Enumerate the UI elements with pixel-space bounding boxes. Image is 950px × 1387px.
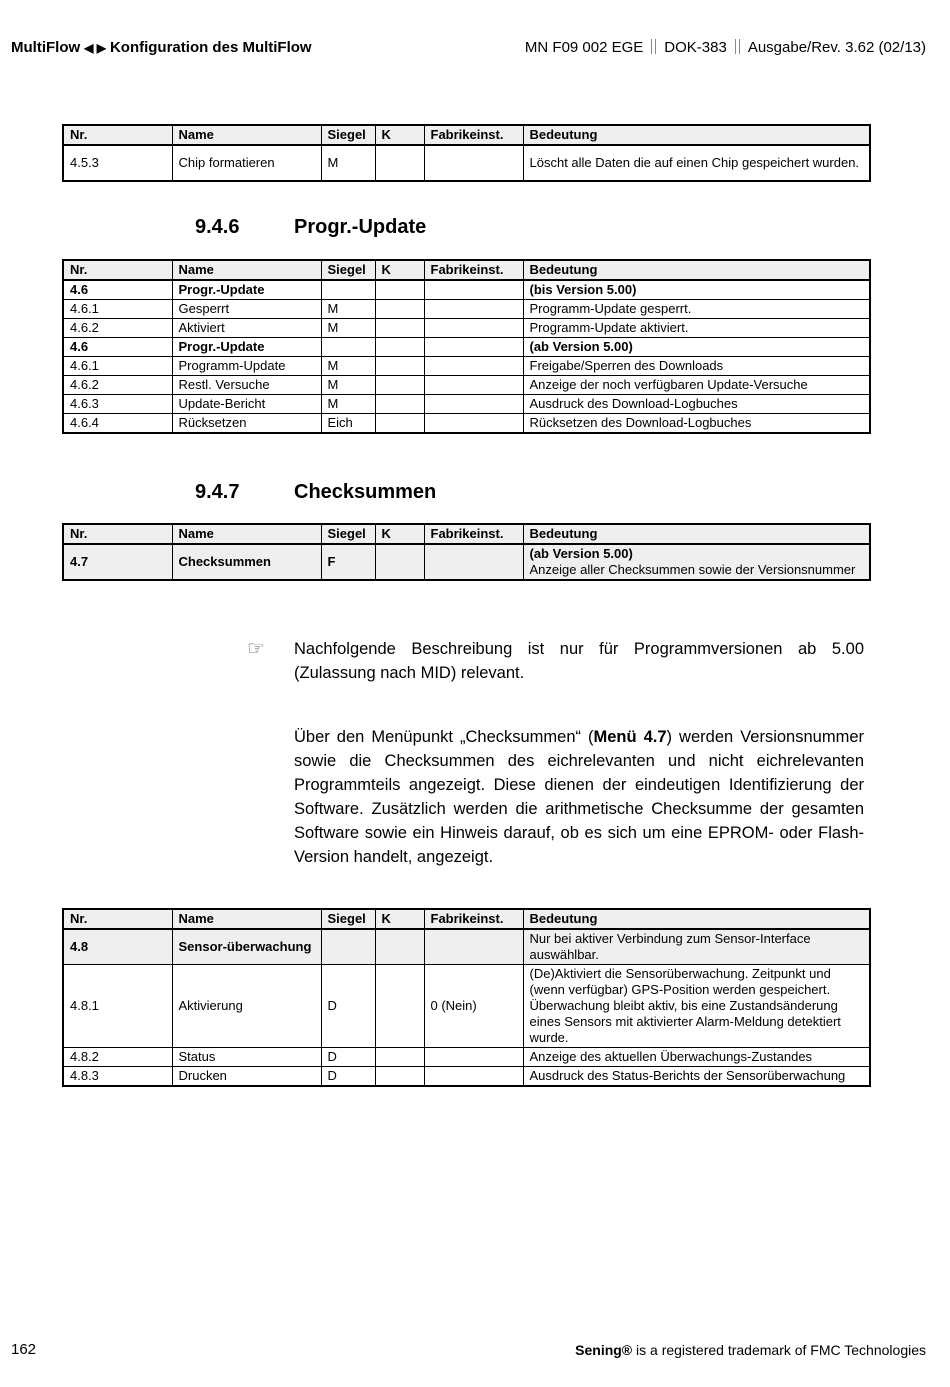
brand-name: Sening®: [575, 1342, 633, 1358]
col-nr: Nr.: [63, 125, 172, 145]
table-row: [63, 414, 870, 434]
doc-number: MN F09 002 EGE: [524, 39, 644, 56]
cell-siegel: M: [321, 300, 375, 319]
col-nr: Nr.: [63, 909, 172, 929]
cell-fab: [424, 300, 523, 319]
cell-k: [375, 395, 424, 414]
cell-bedeutung: (bis Version 5.00): [523, 280, 870, 300]
cell-nr: 4.6.4: [63, 414, 172, 434]
cell-nr: 4.6.1: [63, 357, 172, 376]
cell-fab: [424, 338, 523, 357]
col-siegel: Siegel: [321, 524, 375, 544]
table-progr-update: [62, 259, 871, 434]
col-bedeutung: Bedeutung: [523, 260, 870, 280]
cell-fab: [424, 1067, 523, 1087]
nav-arrows-icon: ◀ ▶: [84, 41, 106, 55]
paragraph-part: Über den Menüpunkt „Checksummen“ (: [294, 728, 594, 746]
cell-nr: 4.6.2: [63, 376, 172, 395]
cell-bedeutung: [523, 544, 870, 580]
cell-name: Aktivierung: [172, 965, 321, 1048]
cell-fab: [424, 280, 523, 300]
col-k: K: [375, 125, 424, 145]
cell-bedeutung: Programm-Update gesperrt.: [523, 300, 870, 319]
cell-siegel: F: [321, 544, 375, 580]
cell-k: [375, 965, 424, 1048]
cell-bedeutung: Anzeige des aktuellen Überwachungs-Zustandes: [523, 1048, 870, 1067]
cell-siegel: M: [321, 395, 375, 414]
cell-bedeutung: Rücksetzen des Download-Logbuches: [523, 414, 870, 434]
cell-name: Restl. Versuche: [172, 376, 321, 395]
cell-fab: [424, 929, 523, 965]
cell-k: [375, 300, 424, 319]
cell-name: Checksummen: [172, 544, 321, 580]
table-row: [63, 280, 870, 300]
cell-k: [375, 357, 424, 376]
table-chip: [62, 124, 871, 182]
cell-k: [375, 319, 424, 338]
cell-bedeutung: Freigabe/Sperren des Downloads: [523, 357, 870, 376]
cell-siegel: M: [321, 319, 375, 338]
col-siegel: Siegel: [321, 125, 375, 145]
cell-bedeutung: Ausdruck des Status-Berichts der Sensorüberwachung: [523, 1067, 870, 1087]
col-bedeutung: Bedeutung: [523, 125, 870, 145]
section-number: 9.4.7: [195, 481, 240, 503]
trademark-notice: [575, 1342, 926, 1358]
table-row: [63, 395, 870, 414]
col-k: K: [375, 524, 424, 544]
cell-siegel: [321, 929, 375, 965]
description: Anzeige aller Checksummen sowie der Versionsnummer: [529, 562, 856, 577]
cell-siegel: D: [321, 1048, 375, 1067]
cell-name: Drucken: [172, 1067, 321, 1087]
cell-fab: [424, 145, 523, 181]
cell-k: [375, 376, 424, 395]
cell-fab: [424, 376, 523, 395]
pointing-hand-icon: ☞: [247, 638, 265, 660]
trademark-text: is a registered trademark of FMC Technologies: [632, 1342, 926, 1358]
cell-nr: 4.7: [63, 544, 172, 580]
cell-siegel: M: [321, 357, 375, 376]
cell-siegel: M: [321, 145, 375, 181]
cell-nr: 4.8.1: [63, 965, 172, 1048]
cell-nr: 4.8.3: [63, 1067, 172, 1087]
cell-fab: [424, 357, 523, 376]
cell-name: Update-Bericht: [172, 395, 321, 414]
cell-k: [375, 338, 424, 357]
cell-name: Status: [172, 1048, 321, 1067]
cell-nr: 4.6: [63, 280, 172, 300]
col-bedeutung: Bedeutung: [523, 909, 870, 929]
cell-name: Progr.-Update: [172, 338, 321, 357]
cell-nr: 4.8.2: [63, 1048, 172, 1067]
menu-reference: Menü 4.7: [593, 728, 667, 746]
table-header-row: [63, 260, 870, 280]
header-doc-info: [525, 39, 926, 56]
header-section-title: Konfiguration des MultiFlow: [109, 39, 312, 56]
cell-fab: [424, 414, 523, 434]
cell-bedeutung: (ab Version 5.00): [523, 338, 870, 357]
cell-nr: 4.6.2: [63, 319, 172, 338]
col-name: Name: [172, 524, 321, 544]
col-nr: Nr.: [63, 524, 172, 544]
table-row: [63, 300, 870, 319]
cell-name: Aktiviert: [172, 319, 321, 338]
cell-k: [375, 544, 424, 580]
col-name: Name: [172, 125, 321, 145]
cell-siegel: M: [321, 376, 375, 395]
cell-name: Gesperrt: [172, 300, 321, 319]
col-name: Name: [172, 260, 321, 280]
col-k: K: [375, 260, 424, 280]
cell-k: [375, 929, 424, 965]
col-fabrikeinst: Fabrikeinst.: [424, 260, 523, 280]
cell-fab: [424, 395, 523, 414]
page-number: 162: [11, 1341, 37, 1358]
version-note: (ab Version 5.00): [529, 546, 633, 561]
cell-nr: 4.6.3: [63, 395, 172, 414]
col-siegel: Siegel: [321, 909, 375, 929]
table-row: [63, 319, 870, 338]
cell-k: [375, 280, 424, 300]
col-siegel: Siegel: [321, 260, 375, 280]
table-row: [63, 1048, 870, 1067]
cell-siegel: D: [321, 1067, 375, 1087]
dok-number: DOK-383: [664, 39, 727, 56]
table-row: [63, 544, 870, 580]
section-heading-checksummen: [0, 481, 950, 507]
paragraph-part: ) werden Versionsnummer sowie die Checksummen des eichrelevanten und nicht eichrelevanten Programmteils angezeigt. Diese dienen der eindeutigen Identifizierung der Software. Zusätzlich werden die arithmetische Checksumme der gesamten Software sowie ein Hinweis darauf, ob es sich um eine EPROM- oder Flash-Version handelt, angezeigt.: [294, 728, 864, 866]
table-row: [63, 376, 870, 395]
cell-fab: [424, 544, 523, 580]
col-fabrikeinst: Fabrikeinst.: [424, 524, 523, 544]
cell-siegel: D: [321, 965, 375, 1048]
table-checksummen: [62, 523, 871, 581]
section-heading-progr-update: [0, 216, 950, 242]
cell-bedeutung: Anzeige der noch verfügbaren Update-Versuche: [523, 376, 870, 395]
cell-nr: 4.5.3: [63, 145, 172, 181]
cell-name: Programm-Update: [172, 357, 321, 376]
cell-bedeutung: Löscht alle Daten die auf einen Chip gespeichert wurden.: [523, 145, 870, 181]
cell-siegel: [321, 280, 375, 300]
separator: [651, 39, 656, 54]
col-name: Name: [172, 909, 321, 929]
cell-nr: 4.6: [63, 338, 172, 357]
table-header-row: [63, 125, 870, 145]
cell-siegel: [321, 338, 375, 357]
table-row: [63, 145, 870, 181]
section-title: Checksummen: [294, 481, 437, 503]
table-row: [63, 338, 870, 357]
table-row: [63, 929, 870, 965]
table-header-row: [63, 909, 870, 929]
col-nr: Nr.: [63, 260, 172, 280]
separator: [735, 39, 740, 54]
cell-nr: 4.8: [63, 929, 172, 965]
cell-k: [375, 414, 424, 434]
col-fabrikeinst: Fabrikeinst.: [424, 125, 523, 145]
section-number: 9.4.6: [195, 216, 240, 238]
col-fabrikeinst: Fabrikeinst.: [424, 909, 523, 929]
cell-bedeutung: Programm-Update aktiviert.: [523, 319, 870, 338]
note-text: Nachfolgende Beschreibung ist nur für Programmversionen ab 5.00 (Zulassung nach MID) relevant.: [294, 640, 864, 682]
cell-name: Progr.-Update: [172, 280, 321, 300]
cell-fab: [424, 319, 523, 338]
cell-fab: 0 (Nein): [424, 965, 523, 1048]
table-row: [63, 965, 870, 1048]
cell-nr: 4.6.1: [63, 300, 172, 319]
section-title: Progr.-Update: [294, 216, 427, 238]
cell-bedeutung: Nur bei aktiver Verbindung zum Sensor-Interface auswählbar.: [523, 929, 870, 965]
col-k: K: [375, 909, 424, 929]
cell-k: [375, 1048, 424, 1067]
header-app-name: MultiFlow: [11, 39, 81, 56]
col-bedeutung: Bedeutung: [523, 524, 870, 544]
table-header-row: [63, 524, 870, 544]
cell-name: Sensor-überwachung: [172, 929, 321, 965]
cell-name: Rücksetzen: [172, 414, 321, 434]
revision: Ausgabe/Rev. 3.62 (02/13): [747, 39, 926, 56]
table-sensorueberwachung: [62, 908, 871, 1087]
cell-k: [375, 1067, 424, 1087]
cell-bedeutung: Ausdruck des Download-Logbuches: [523, 395, 870, 414]
table-row: [63, 357, 870, 376]
header-breadcrumb: [11, 39, 312, 56]
cell-k: [375, 145, 424, 181]
table-row: [63, 1067, 870, 1087]
description-paragraph: [294, 725, 864, 869]
cell-name: Chip formatieren: [172, 145, 321, 181]
cell-bedeutung: (De)Aktiviert die Sensorüberwachung. Zeitpunkt und (wenn verfügbar) GPS-Position werden gespeichert. Überwachung bleibt aktiv, bis eine Zustandsänderung eines Sensors mit aktivierter Alarm-Meldung detektiert wurde.: [523, 965, 870, 1048]
cell-siegel: Eich: [321, 414, 375, 434]
cell-fab: [424, 1048, 523, 1067]
